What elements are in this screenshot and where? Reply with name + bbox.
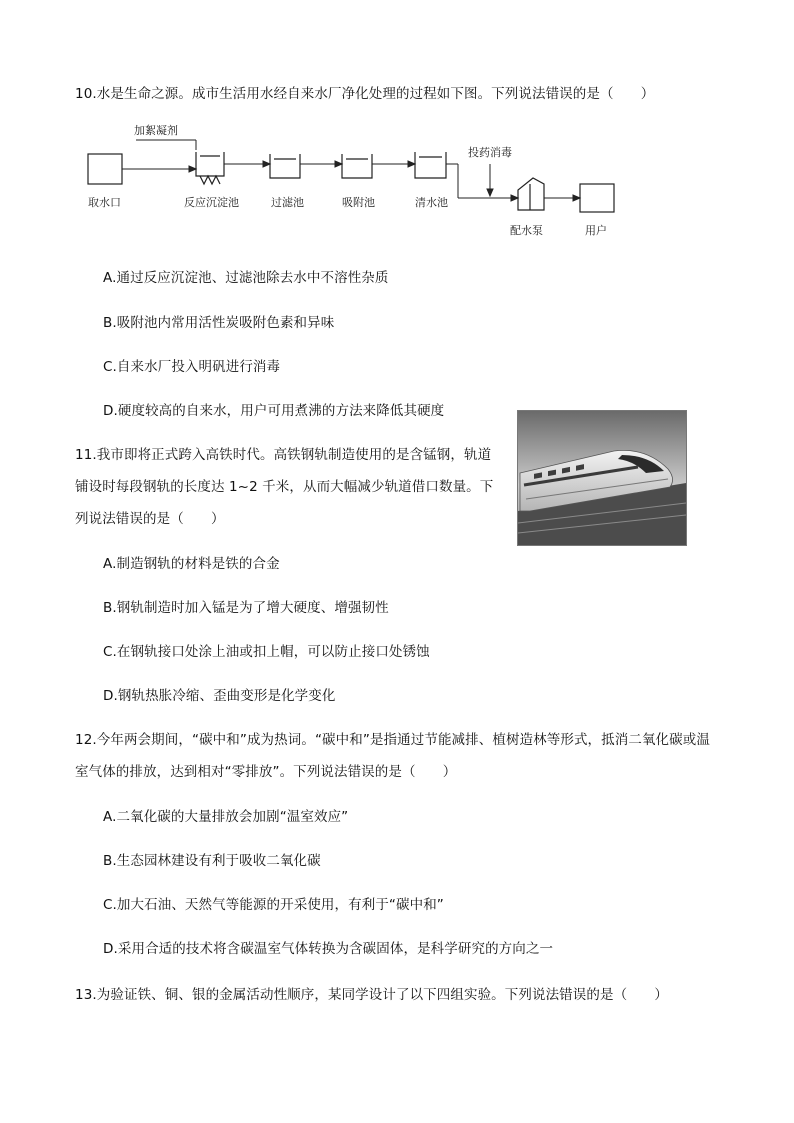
q10-option-d[interactable]: D.硬度较高的自来水，用户可用煮沸的方法来降低其硬度 [103,403,445,419]
q10-option-b[interactable]: B.吸附池内常用活性炭吸附色素和异味 [103,315,335,331]
question-11-stem-line-1: 11.我市即将正式跨入高铁时代。高铁钢轨制造使用的是含锰钢，轨道 [75,447,492,463]
question-12-stem-line-1: 12.今年两会期间，“碳中和”成为热词。“碳中和”是指通过节能减排、植树造林等形式，抵消二氧化碳或温 [75,732,710,748]
pump-shape [518,178,544,210]
q11-option-b[interactable]: B.钢轨制造时加入锰是为了增大硬度、增强韧性 [103,600,389,616]
adsorption-tank [342,154,372,178]
q11-option-d[interactable]: D.钢轨热胀冷缩、歪曲变形是化学变化 [103,688,336,704]
filter-tank [270,154,300,178]
q12-option-a[interactable]: A.二氧化碳的大量排放会加剧“温室效应” [103,809,349,825]
stage-sedimentation: 反应沉淀池 [184,196,239,209]
stage-pump: 配水泵 [510,224,543,237]
stage-adsorption: 吸附池 [342,196,375,209]
q11-option-a[interactable]: A.制造钢轨的材料是铁的合金 [103,556,280,572]
question-10-stem: 10.水是生命之源。成市生活用水经自来水厂净化处理的过程如下图。下列说法错误的是（ ） [75,86,655,102]
question-12-stem-line-2: 室气体的排放，达到相对“零排放”。下列说法错误的是（ ） [75,764,457,780]
high-speed-train-photo [517,410,687,546]
q11-option-c[interactable]: C.在钢轨接口处涂上油或扣上帽，可以防止接口处锈蚀 [103,644,430,660]
user-box [580,184,614,212]
stage-intake: 取水口 [88,196,121,209]
question-11-stem-line-3: 列说法错误的是（ ） [75,511,225,527]
stage-user: 用户 [585,224,607,237]
question-13-stem: 13.为验证铁、铜、银的金属活动性顺序，某同学设计了以下四组实验。下列说法错误的是（ ） [75,987,668,1003]
water-purification-diagram [78,118,638,248]
clear-water-tank [415,152,446,178]
label-coagulant: 加絮凝剂 [134,124,178,137]
intake-box [88,154,122,184]
q10-option-a[interactable]: A.通过反应沉淀池、过滤池除去水中不溶性杂质 [103,270,389,286]
question-11-stem-line-2: 铺设时每段钢轨的长度达 1~2 千米，从而大幅减少轨道借口数量。下 [75,479,494,495]
q12-option-d[interactable]: D.采用合适的技术将含碳温室气体转换为含碳固体，是科学研究的方向之一 [103,941,554,957]
label-disinfect: 投药消毒 [468,146,512,159]
q12-option-b[interactable]: B.生态园林建设有利于吸收二氧化碳 [103,853,321,869]
q10-option-c[interactable]: C.自来水厂投入明矾进行消毒 [103,359,281,375]
stage-filter: 过滤池 [271,196,304,209]
stage-clear-water: 清水池 [415,196,448,209]
q12-option-c[interactable]: C.加大石油、天然气等能源的开采使用，有利于“碳中和” [103,897,444,913]
